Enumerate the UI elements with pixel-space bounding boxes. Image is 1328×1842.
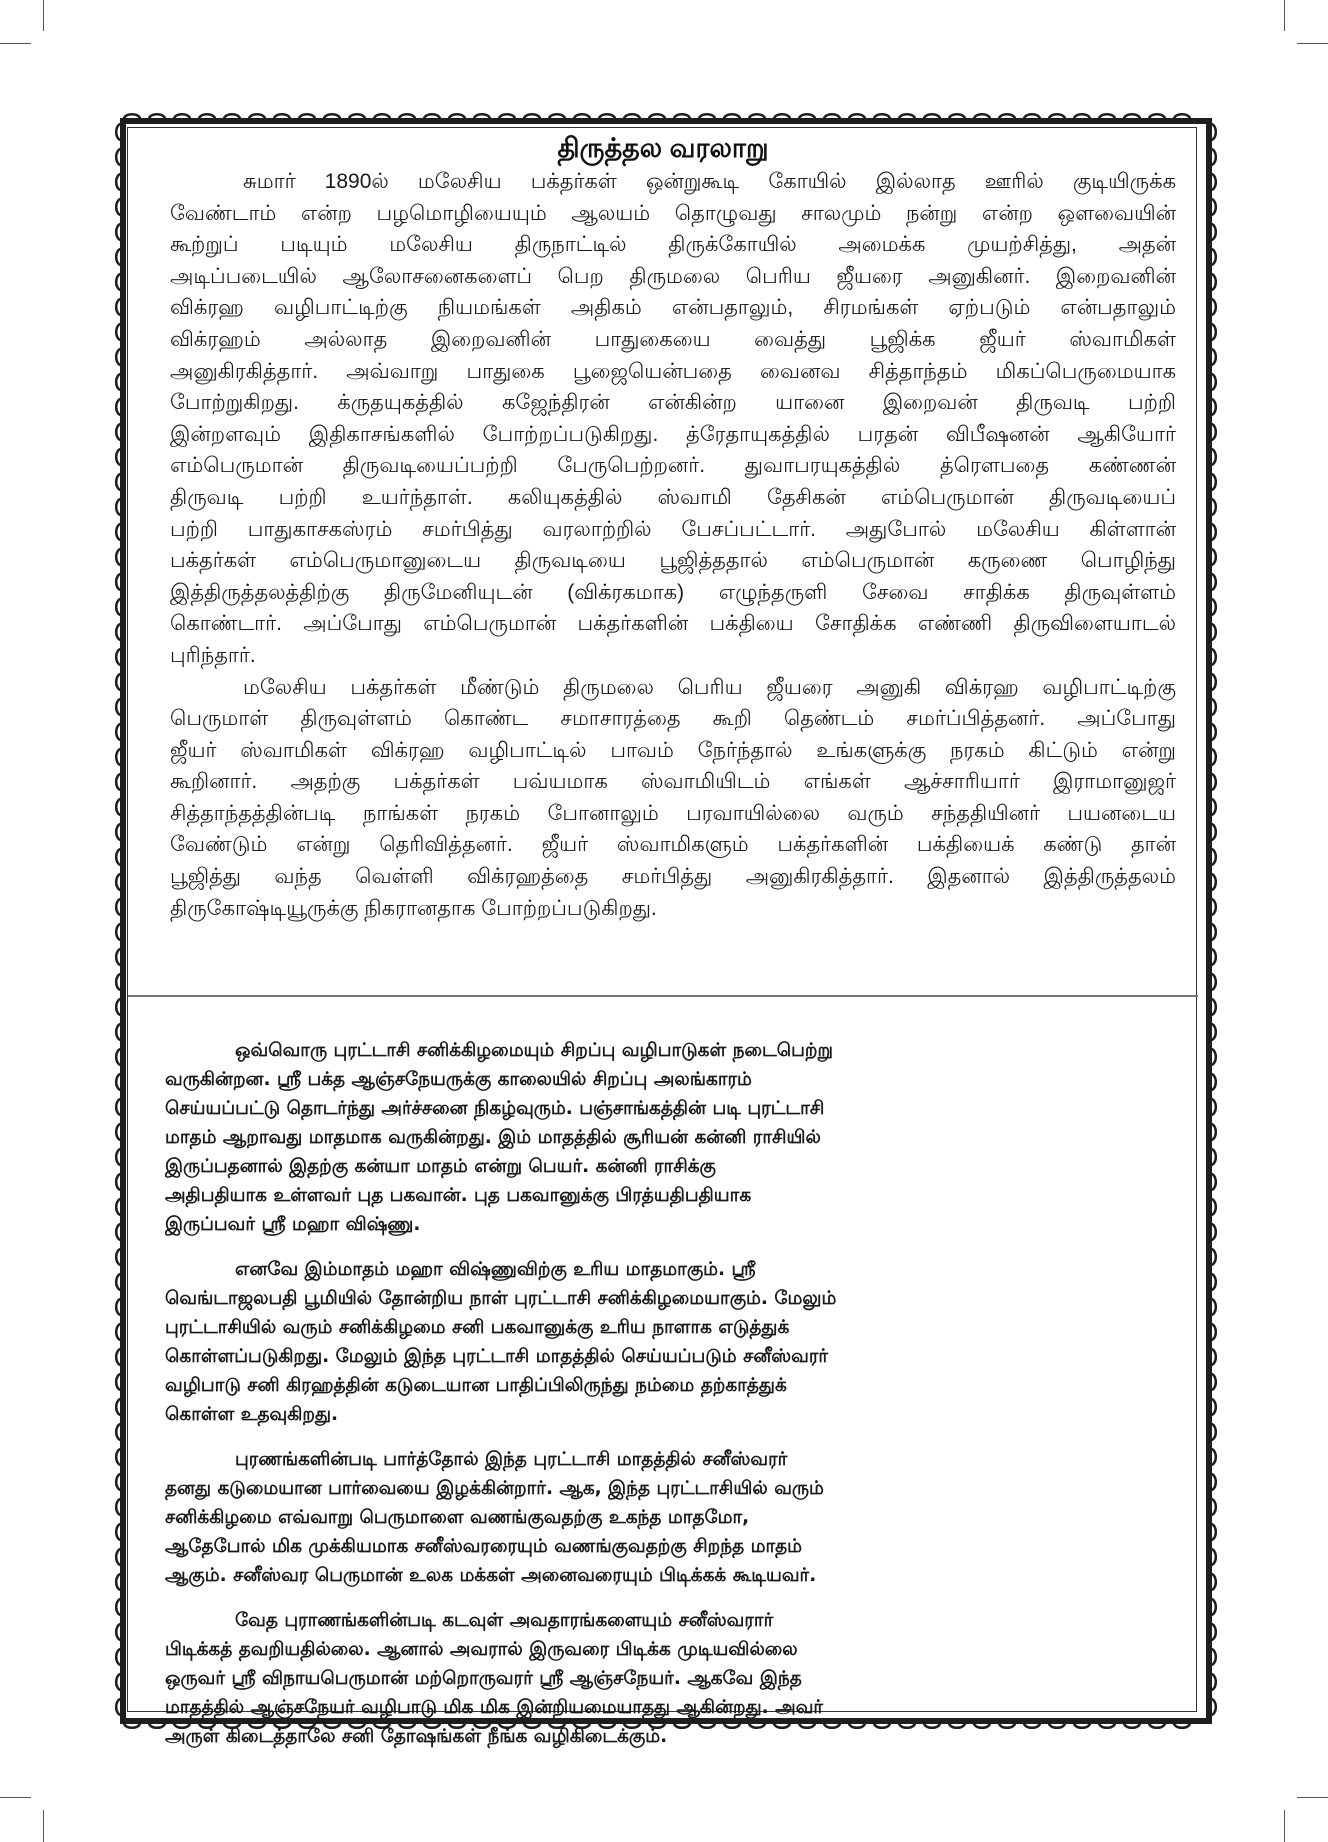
paragraph-gap: [165, 1429, 1180, 1445]
text-line: மாதத்தில் ஆஞ்சநேயர் வழிபாடு மிக மிக இன்றியமையாதது ஆகின்றது. அவர்: [165, 1697, 824, 1718]
text-line: புரட்டாசியில் வரும் சனிக்கிழமை சனி பகவானுக்கு உரிய நாளாக எடுத்துக்: [165, 1317, 790, 1338]
text-line: போற்றுகிறது. க்ருதயுகத்தில் கஜேந்திரன் என்கின்ற யானை இறைவன் திருவடி பற்றி: [170, 391, 1176, 415]
section-divider: [128, 995, 1198, 997]
text-line: கூறினார். அதற்கு பக்தர்கள் பவ்யமாக ஸ்வாமியிடம் எங்கள் ஆச்சாரியார் இராமானுஜர்: [170, 770, 1176, 794]
text-line: கொள்ளப்படுகிறது. மேலும் இந்த புரட்டாசி மாதத்தில் செய்யப்படும் சனீஸ்வரர்: [165, 1346, 829, 1367]
history-section: [170, 166, 1176, 924]
text-line: வழிபாடு சனி கிரஹத்தின் கடுடையான பாதிப்பிலிருந்து நம்மை தற்காத்துக்: [165, 1375, 787, 1396]
text-line: அருள் கிடைத்தாலே சனி தோஷங்கள் நீங்க வழிகிடைக்கும்.: [165, 1726, 668, 1747]
text-line: இருப்பதனால் இதற்கு கன்யா மாதம் என்று பெயர். கன்னி ராசிக்கு: [165, 1156, 716, 1177]
text-line: சனிக்கிழமை எவ்வாறு பெருமாளை வணங்குவதற்கு உகந்த மாதமோ,: [165, 1507, 750, 1528]
text-line: பூஜித்து வந்த வெள்ளி விக்ரஹத்தை சமர்பித்து அனுகிரகித்தார். இதனால் இத்திருத்தலம்: [170, 865, 1176, 889]
text-line: பற்றி பாதுகாசகஸ்ரம் சமர்பித்து வரலாற்றில் பேசப்பட்டார். அதுபோல் மலேசிய கிள்ளான்: [170, 517, 1176, 541]
text-line: வேண்டாம் என்ற பழமொழியையும் ஆலயம் தொழுவது சாலமும் நன்று என்ற ஒளவையின்: [170, 201, 1176, 225]
text-line: கூற்றுப் படியும் மலேசிய திருநாட்டில் திருக்கோயில் அமைக்க முயற்சித்து, அதன்: [170, 233, 1176, 257]
text-line: புரிந்தார்.: [170, 643, 256, 667]
text-line: வேண்டும் என்று தெரிவித்தனர். ஜீயர் ஸ்வாமிகளும் பக்தர்களின் பக்தியைக் கண்டு தான்: [170, 833, 1176, 857]
page-title: திருத்தல வரலாறு: [557, 133, 769, 163]
text-line: மாதம் ஆறாவது மாதமாக வருகின்றது. இம் மாதத்தில் சூரியன் கன்னி ராசியில்: [165, 1127, 821, 1148]
text-line: திருகோஷ்டியூருக்கு நிகரானதாக போற்றப்படுகிறது.: [170, 896, 657, 920]
text-line: விக்ரஹ வழிபாட்டிற்கு நியமங்கள் அதிகம் என்பதாலும், சிரமங்கள் ஏற்படும் என்பதாலும்: [170, 296, 1176, 320]
text-line: கொண்டார். அப்போது எம்பெருமான் பக்தர்களின் பக்தியை சோதிக்க எண்ணி திருவிளையாடல்: [170, 612, 1176, 636]
text-line: வேத புராணங்களின்படி கடவுள் அவதாரங்களையும் சனீஸ்வரார்: [235, 1610, 774, 1631]
text-line: புரணங்களின்படி பார்த்தோல் இந்த புரட்டாசி மாதத்தில் சனீஸ்வரர்: [235, 1449, 788, 1470]
text-line: ஆகும். சனீஸ்வர பெருமான் உலக மக்கள் அனைவரையும் பிடிக்கக் கூடியவர்.: [165, 1565, 817, 1586]
text-line: இருப்பவர் ஸ்ரீ மஹா விஷ்ணு.: [165, 1214, 421, 1235]
text-line: வெங்டாஜலபதி பூமியில் தோன்றிய நாள் புரட்டாசி சனிக்கிழமையாகும். மேலும்: [165, 1288, 837, 1309]
paragraph: [170, 672, 1176, 925]
text-line: எனவே இம்மாதம் மஹா விஷ்ணுவிற்கு உரிய மாதமாகும். ஸ்ரீ: [235, 1259, 756, 1280]
text-line: வருகின்றன. ஸ்ரீ பக்த ஆஞ்சநேயருக்கு காலையில் சிறப்பு அலங்காரம்: [165, 1069, 752, 1090]
text-line: பக்தர்கள் எம்பெருமானுடைய திருவடியை பூஜித்ததால் எம்பெருமான் கருணை பொழிந்து: [170, 549, 1176, 573]
text-line: செய்யப்பட்டு தொடர்ந்து அர்ச்சனை நிகழ்வுரும். பஞ்சாங்கத்தின் படி புரட்டாசி: [165, 1098, 825, 1119]
text-line: பிடிக்கத் தவறியதில்லை. ஆனால் அவரால் இருவரை பிடிக்க முடியவில்லை: [165, 1639, 798, 1660]
paragraph: [165, 1606, 1180, 1751]
text-line: அனுகிரகித்தார். அவ்வாறு பாதுகை பூஜையென்பதை வைனவ சித்தாந்தம் மிகப்பெருமையாக: [170, 359, 1176, 383]
text-line: பெருமாள் திருவுள்ளம் கொண்ட சமாசாரத்தை கூறி தெண்டம் சமர்ப்பித்தனர். அப்போது: [170, 707, 1176, 731]
text-line: ஒவ்வொரு புரட்டாசி சனிக்கிழமையும் சிறப்பு வழிபாடுகள் நடைபெற்று: [235, 1040, 833, 1061]
text-line: எம்பெருமான் திருவடியைப்பற்றி பேருபெற்றனர். துவாபரயுகத்தில் த்ரௌபதை கண்ணன்: [170, 454, 1176, 478]
text-line: தனது கடுமையான பார்வையை இழக்கின்றார். ஆக, இந்த புரட்டாசியில் வரும்: [165, 1478, 824, 1499]
text-line: ஒருவர் ஸ்ரீ விநாயபெருமான் மற்றொருவரர் ஸ்ரீ ஆஞ்சநேயர். ஆகவே இந்த: [165, 1668, 802, 1689]
purattasi-section: [165, 1036, 1180, 1751]
text-line: இத்திருத்தலத்திற்கு திருமேனியுடன் (விக்ரகமாக) எழுந்தருளி சேவை சாதிக்க திருவுள்ளம்: [170, 580, 1176, 604]
text-line: சுமார் 1890ல் மலேசிய பக்தர்கள் ஒன்றுகூடி கோயில் இல்லாத ஊரில் குடியிருக்க: [243, 170, 1176, 193]
text-line: அடிப்படையில் ஆலோசனைகளைப் பெற திருமலை பெரிய ஜீயரை அனுகினர். இறைவனின்: [170, 264, 1176, 288]
text-line: சித்தாந்தத்தின்படி நாங்கள் நரகம் போனாலும் பரவாயில்லை வரும் சந்ததியினர் பயனடைய: [170, 801, 1176, 825]
text-line: விக்ரஹம் அல்லாத இறைவனின் பாதுகையை வைத்து பூஜிக்க ஜீயர் ஸ்வாமிகள்: [170, 327, 1176, 351]
paragraph: [165, 1036, 1180, 1239]
paragraph-gap: [165, 1590, 1180, 1606]
paragraph: [165, 1445, 1180, 1590]
paragraph-gap: [165, 1239, 1180, 1255]
text-line: கொள்ள உதவுகிறது.: [165, 1404, 339, 1425]
paragraph: [170, 166, 1176, 672]
text-line: மலேசிய பக்தர்கள் மீண்டும் திருமலை பெரிய ஜீயரை அனுகி விக்ரஹ வழிபாட்டிற்கு: [243, 675, 1176, 699]
text-line: ஆதேபோல் மிக முக்கியமாக சனீஸ்வரரையும் வணங்குவதற்கு சிறந்த மாதம்: [165, 1536, 803, 1557]
text-line: இன்றளவும் இதிகாசங்களில் போற்றப்படுகிறது. த்ரேதாயுகத்தில் பரதன் விபீஷனன் ஆகியோர்: [170, 422, 1176, 446]
text-line: திருவடி பற்றி உயர்ந்தாள். கலியுகத்தில் ஸ்வாமி தேசிகன் எம்பெருமான் திருவடியைப்: [170, 485, 1176, 509]
text-line: ஜீயர் ஸ்வாமிகள் விக்ரஹ வழிபாட்டில் பாவம் நேர்ந்தால் உங்களுக்கு நரகம் கிட்டும் என்று: [170, 738, 1176, 762]
text-line: அதிபதியாக உள்ளவர் புத பகவான். புத பகவானுக்கு பிரத்யதிபதியாக: [165, 1185, 752, 1206]
paragraph: [165, 1255, 1180, 1429]
